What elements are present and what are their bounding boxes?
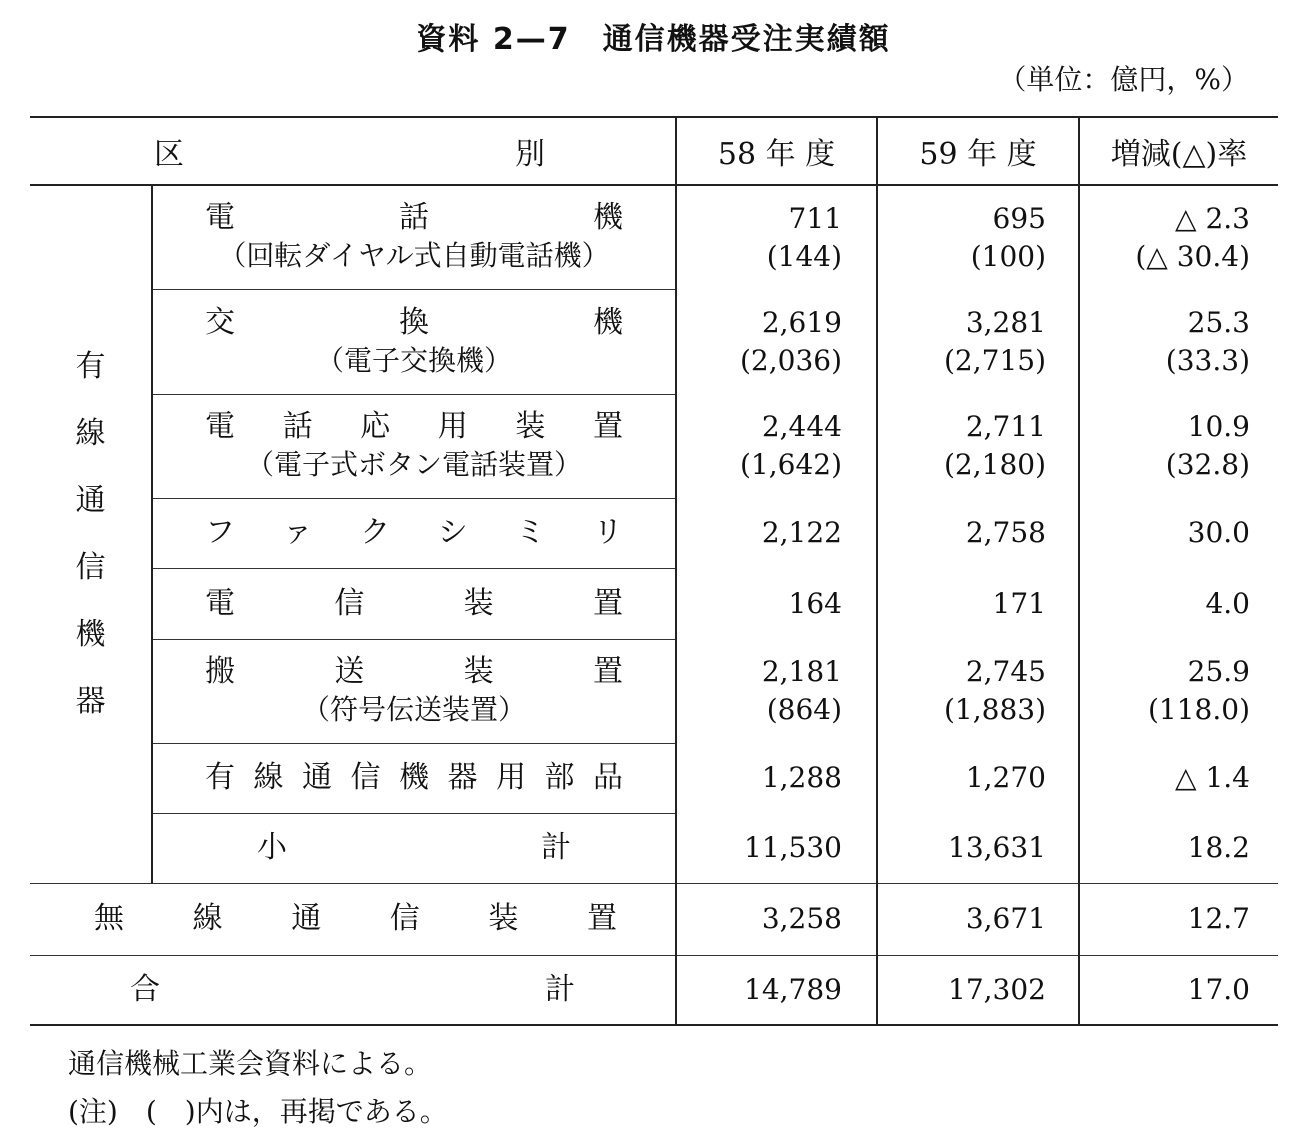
cell-y59 <box>877 498 1079 568</box>
row-label-char: ミ <box>515 515 546 550</box>
row-label-char: 線 <box>192 901 223 936</box>
row-label-char: 装 <box>463 654 494 689</box>
cell-rate-value: 25.9 <box>1187 655 1250 688</box>
cell-y59 <box>877 568 1079 639</box>
table-row <box>30 813 1278 883</box>
row-label-char: 通 <box>302 760 332 795</box>
cell-y59-value: 3,671 <box>965 902 1046 935</box>
cell-y58-value: 164 <box>788 586 842 620</box>
cell-y59 <box>877 883 1079 955</box>
row-label-char: 計 <box>545 971 575 1007</box>
row-label <box>152 568 676 639</box>
table-row <box>30 185 1278 289</box>
cell-rate <box>1079 289 1278 394</box>
cell-rate-value: 10.9 <box>1187 410 1250 443</box>
row-label-char: 装 <box>515 409 546 444</box>
row-label-char: 置 <box>592 409 623 444</box>
row-label-char: 無 <box>94 901 124 936</box>
row-label-char: 信 <box>389 901 420 936</box>
cell-y58-value: 2,619 <box>761 305 842 339</box>
footnote: (注) ( )内は，再掲である。 <box>68 1095 448 1128</box>
cell-y59 <box>877 289 1079 394</box>
cell-y58-subvalue: (1,642) <box>739 448 842 481</box>
row-label-char: 話 <box>282 409 313 444</box>
group-label-char: 通 <box>75 483 106 519</box>
cell-rate-subvalue: (32.8) <box>1165 448 1250 481</box>
row-label-char: 線 <box>253 760 284 795</box>
cell-y58-value: 14,789 <box>744 972 842 1006</box>
cell-y58 <box>676 498 877 568</box>
cell-rate-value: 12.7 <box>1187 902 1250 935</box>
row-label-char: 電 <box>205 200 235 236</box>
row-label-char: 機 <box>593 200 623 236</box>
document-title: 資料 2—7 通信機器受注実績額 <box>416 22 891 57</box>
source-note: 通信機械工業会資料による。 <box>68 1047 433 1080</box>
cell-y58-value: 2,444 <box>761 410 842 443</box>
row-sublabel: （電子交換機） <box>315 343 512 377</box>
cell-y58-value: 1,288 <box>761 761 842 794</box>
row-label-char: 有 <box>205 760 235 795</box>
row-label-char: 品 <box>593 760 623 795</box>
table-row <box>30 289 1278 394</box>
wireless-row <box>30 883 1278 955</box>
cell-rate-subvalue: (33.3) <box>1165 343 1250 377</box>
row-label-char: 置 <box>592 585 623 621</box>
cell-y59-value: 171 <box>992 586 1046 620</box>
cell-y58 <box>676 883 877 955</box>
cell-rate <box>1079 743 1278 813</box>
row-label-char: リ <box>592 515 623 550</box>
header-y58: 58 年 度 <box>676 117 877 185</box>
notes <box>68 1040 448 1136</box>
header-category <box>30 117 676 185</box>
row-label <box>152 813 676 883</box>
cell-y59-value: 2,758 <box>965 516 1046 549</box>
row-label <box>152 498 676 568</box>
cell-y59-subvalue: (2,180) <box>943 448 1046 481</box>
cell-y59-subvalue: (2,715) <box>943 343 1046 377</box>
cell-y59-value: 695 <box>992 201 1046 235</box>
row-sublabel: （符号伝送装置） <box>301 693 526 726</box>
table-row <box>30 498 1278 568</box>
row-label-char: 計 <box>541 830 571 865</box>
cell-y58 <box>676 955 877 1025</box>
table-row <box>30 639 1278 743</box>
row-label-char: 部 <box>544 760 575 795</box>
row-label-char: ァ <box>282 515 313 550</box>
cell-y58-value: 3,258 <box>761 902 842 935</box>
row-label-char: 電 <box>205 409 235 444</box>
cell-y59-value: 17,302 <box>948 972 1046 1006</box>
cell-y58 <box>676 289 877 394</box>
cell-rate <box>1079 185 1278 289</box>
row-label-char: 電 <box>205 585 235 621</box>
cell-rate <box>1079 955 1278 1025</box>
cell-rate-value: 18.2 <box>1187 830 1250 864</box>
group-label-char: 信 <box>75 550 106 586</box>
row-label-char: 合 <box>130 971 160 1007</box>
row-label-char: 搬 <box>205 654 235 689</box>
row-label-char: 信 <box>350 760 381 795</box>
row-sublabel: （電子式ボタン電話装置） <box>245 448 582 481</box>
row-label-char: 置 <box>586 901 617 936</box>
row-label-char: 装 <box>463 585 494 621</box>
cell-y59 <box>877 955 1079 1025</box>
row-label-char: ク <box>360 515 391 550</box>
cell-rate-value: △ 1.4 <box>1175 761 1250 794</box>
cell-y58 <box>676 568 877 639</box>
row-label-char: 交 <box>205 304 235 340</box>
orders-table <box>30 116 1278 1026</box>
cell-y59 <box>877 813 1079 883</box>
row-label-char: 通 <box>291 901 322 936</box>
cell-y58-subvalue: (144) <box>766 239 842 273</box>
cell-y59-value: 3,281 <box>965 305 1046 339</box>
row-label <box>152 394 676 498</box>
row-label <box>152 743 676 813</box>
row-label-char: 機 <box>593 304 623 340</box>
cell-y58 <box>676 743 877 813</box>
cell-rate-subvalue: (118.0) <box>1147 693 1250 726</box>
row-label <box>30 955 676 1025</box>
group-label-char: 線 <box>75 416 106 452</box>
total-row <box>30 955 1278 1025</box>
cell-rate-value: 25.3 <box>1187 305 1250 339</box>
cell-y58 <box>676 813 877 883</box>
row-label-char: 応 <box>360 409 391 444</box>
cell-y58-subvalue: (864) <box>766 693 842 726</box>
cell-rate-value: △ 2.3 <box>1175 201 1250 235</box>
row-label-char: 用 <box>496 760 526 795</box>
row-label-char: 器 <box>447 760 478 795</box>
header-rate: 増減(△)率 <box>1079 117 1278 185</box>
row-label-char: 話 <box>399 200 429 236</box>
header-category-char: 区 <box>154 137 184 172</box>
row-sublabel: （回転ダイヤル式自動電話機） <box>218 239 610 273</box>
cell-y58-value: 11,530 <box>744 830 842 864</box>
cell-rate <box>1079 498 1278 568</box>
row-label-char: 信 <box>334 585 365 621</box>
row-label-char: 用 <box>437 409 468 444</box>
cell-y59 <box>877 743 1079 813</box>
cell-y59-value: 2,745 <box>965 655 1046 688</box>
row-label <box>30 883 676 955</box>
cell-rate-subvalue: (△ 30.4) <box>1135 239 1250 273</box>
header-category-char: 別 <box>515 137 545 172</box>
row-label-char: 機 <box>399 760 429 795</box>
cell-y58-value: 2,122 <box>761 516 842 549</box>
row-label-char: 装 <box>488 901 519 936</box>
cell-rate <box>1079 568 1278 639</box>
row-label <box>152 289 676 394</box>
cell-y59 <box>877 394 1079 498</box>
cell-rate <box>1079 813 1278 883</box>
cell-rate <box>1079 394 1278 498</box>
cell-y58 <box>676 185 877 289</box>
header-row <box>30 117 1278 185</box>
cell-y58-value: 711 <box>788 201 842 235</box>
cell-rate <box>1079 639 1278 743</box>
row-label-char: 送 <box>334 654 365 689</box>
cell-y58 <box>676 639 877 743</box>
cell-y59 <box>877 185 1079 289</box>
cell-y59-value: 13,631 <box>948 830 1046 864</box>
unit-label: （単位：億円，%） <box>998 63 1249 96</box>
table-body <box>30 185 1278 1025</box>
cell-rate-value: 4.0 <box>1205 586 1250 620</box>
row-label <box>152 185 676 289</box>
cell-y58-value: 2,181 <box>761 655 842 688</box>
wired-group-label <box>30 185 152 883</box>
row-label-char: 置 <box>592 654 623 689</box>
cell-y59 <box>877 639 1079 743</box>
cell-y59-value: 2,711 <box>965 410 1046 443</box>
row-label-char: フ <box>205 515 235 550</box>
row-label-char: 換 <box>399 304 429 340</box>
row-label-char: シ <box>437 515 468 550</box>
table-row <box>30 394 1278 498</box>
cell-y59-subvalue: (100) <box>970 239 1046 273</box>
cell-y59-subvalue: (1,883) <box>943 693 1046 726</box>
row-label-char: 小 <box>257 830 287 865</box>
table-row <box>30 568 1278 639</box>
row-label <box>152 639 676 743</box>
group-label-char: 機 <box>75 617 106 653</box>
cell-rate <box>1079 883 1278 955</box>
header-y59: 59 年 度 <box>877 117 1079 185</box>
group-label-char: 器 <box>75 684 106 720</box>
cell-y59-value: 1,270 <box>965 761 1046 794</box>
table-row <box>30 743 1278 813</box>
group-label-char: 有 <box>75 349 106 385</box>
cell-y58-subvalue: (2,036) <box>739 343 842 377</box>
cell-rate-value: 17.0 <box>1187 972 1250 1006</box>
cell-y58 <box>676 394 877 498</box>
cell-rate-value: 30.0 <box>1187 516 1250 549</box>
